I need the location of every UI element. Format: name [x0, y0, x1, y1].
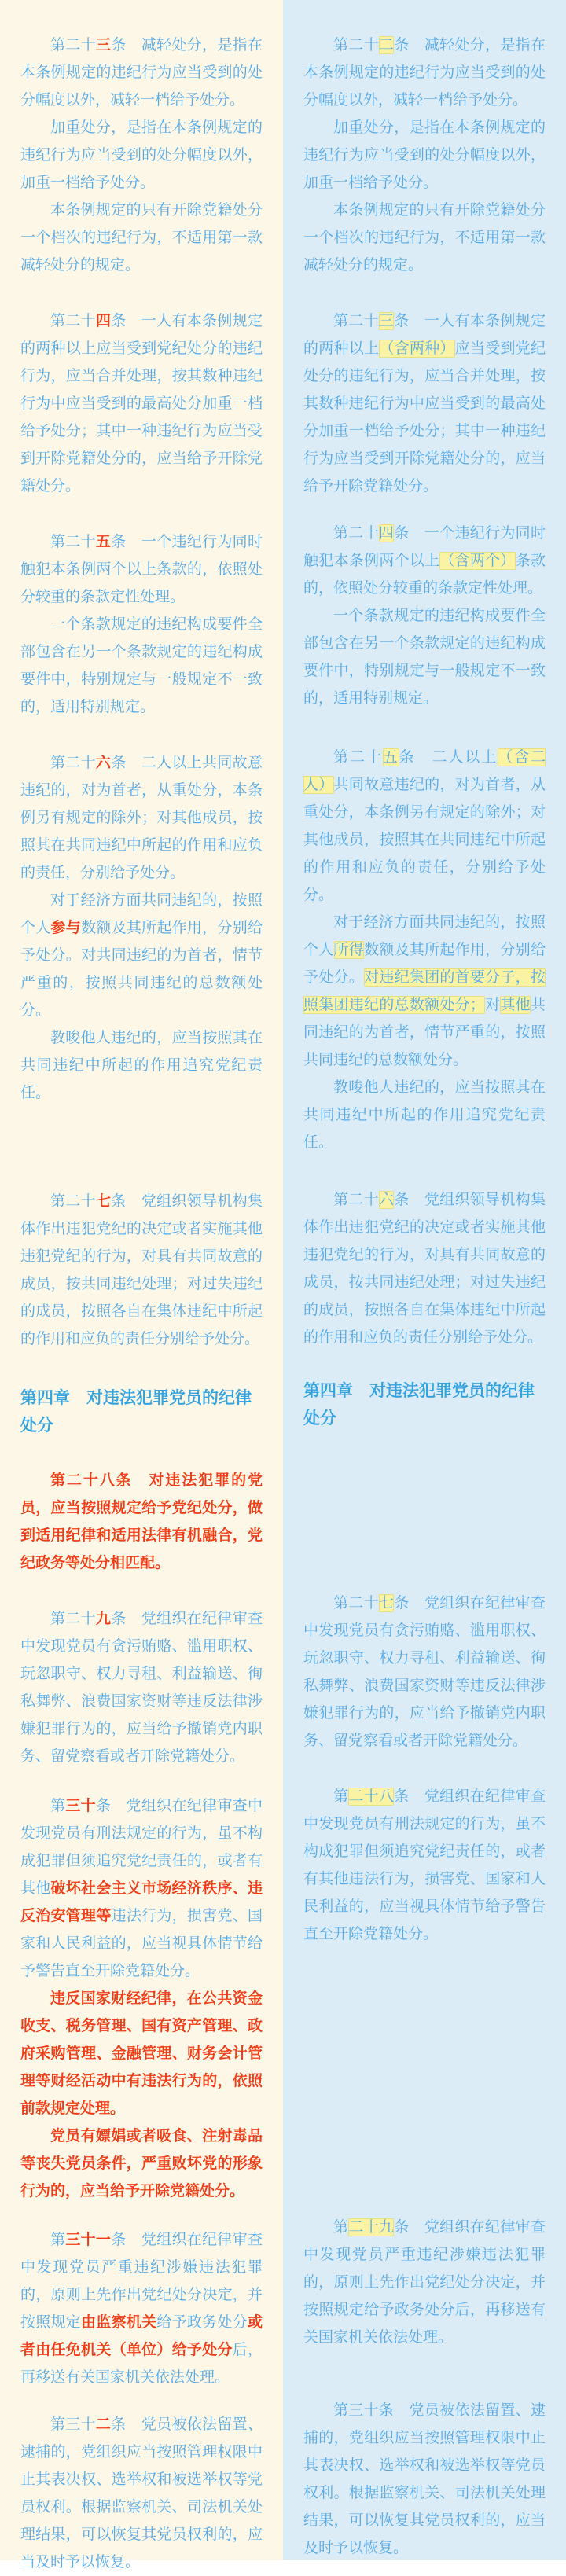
paragraph — [20, 1792, 263, 1985]
paragraph — [303, 197, 546, 279]
body-text: 条 党组织在纪律审查中发现党员有刑法规定的行为，虽不构成犯罪但须追究党纪责任的，或者有其他 — [20, 1798, 263, 1897]
revised-text-red: 三十一 — [65, 2232, 112, 2248]
revised-text-red: 或者由任免机关（单位）给予处分 — [20, 2314, 263, 2358]
paragraph — [303, 1074, 546, 1156]
article-block — [303, 31, 546, 279]
article-block — [303, 1186, 546, 1351]
highlighted-text: 三 — [378, 313, 395, 329]
body-text: 对于经济方面共同违纪的，按照个人 — [303, 914, 546, 958]
column-left-revised-text — [0, 0, 283, 2570]
article-block — [20, 1467, 263, 1577]
paragraph — [20, 197, 263, 279]
body-text: 条 一个违纪行为同时触犯本条例两个以上 — [303, 525, 546, 569]
body-text: 条 减轻处分，是指在本条例规定的违纪行为应当受到的处分幅度以外，减轻一档给予处分。 — [20, 37, 263, 108]
article-block — [20, 528, 263, 721]
body-text: 教唆他人违纪的，应当按照其在共同违纪中所起的作用追究党纪责任。 — [20, 1030, 263, 1101]
body-text: 第二十 — [333, 1595, 379, 1611]
highlighted-text: 其他 — [500, 997, 531, 1013]
revised-text-red: 三十 — [65, 1798, 96, 1814]
body-text: 条 二人以上共同故意违纪的，对为首者，从重处分，本条例另有规定的除外；对其他成员，按照其在共同违纪中所起的作用和应负的责任，分别给予处分。 — [20, 755, 263, 881]
revised-text-red: 二 — [95, 2416, 112, 2433]
body-text: 第二十 — [333, 1192, 379, 1208]
highlighted-text: 所得 — [333, 942, 365, 958]
highlighted-text: （含二人） — [303, 749, 546, 793]
highlighted-text: 四 — [378, 525, 395, 542]
paragraph — [303, 1186, 546, 1351]
body-text: 第二十 — [333, 749, 383, 766]
paragraph — [20, 307, 263, 500]
body-text: 条 党员被依法留置、逮捕的，党组织应当按照管理权限中止其表决权、选举权和被选举权等党员权利。根据监察机关、司法机关处理结果，可以恢复其党员权利的，应当及时予以恢复。 — [20, 2416, 263, 2570]
body-text: 第二十 — [333, 37, 379, 53]
paragraph — [20, 31, 263, 114]
body-text: 条 二人以上 — [399, 749, 498, 766]
article-block — [303, 2214, 546, 2351]
article-block — [20, 2411, 263, 2576]
body-text: 条 党组织领导机构集体作出违犯党纪的决定或者实施其他违犯党纪的行为，对具有共同故意的成员，按共同违纪处理；对过失违纪的成员，按照各自在集体违纪中所起的作用和应负的责任分别给予处分。 — [20, 1193, 263, 1347]
body-text: 数额及其所起作用，分别给予处分。 — [303, 942, 546, 986]
paragraph — [20, 2226, 263, 2391]
article-block — [20, 307, 263, 500]
article-block — [20, 749, 263, 1107]
revised-text-red: 第二十八条 对违法犯罪的党员，应当按照规定给予党纪处分，做到适用纪律和适用法律有机融合，党纪政务等处分相匹配。 — [20, 1472, 263, 1571]
body-text: 应当受到党纪处分的违纪行为，应当合并处理，按其数种违纪行为中应当受到的最高处分加重一档给予处分；其中一种违纪行为应当受到开除党籍处分的，应当给予开除党籍处分。 — [303, 340, 546, 494]
paragraph — [303, 114, 546, 197]
paragraph — [20, 1985, 263, 2122]
paragraph — [20, 2411, 263, 2576]
paragraph — [303, 1783, 546, 1948]
body-text: 第二十 — [333, 313, 379, 329]
revised-text-red: 三 — [95, 37, 112, 53]
highlighted-text: 对违纪集团的首要分子，按照集团违纪的总数额处分； — [303, 969, 546, 1013]
body-text: 第二十 — [50, 1193, 96, 1210]
paragraph — [20, 749, 263, 887]
paragraph — [303, 520, 546, 602]
highlighted-text: （含两种） — [379, 340, 455, 357]
article-block — [303, 1783, 546, 1948]
body-text: 一个条款规定的违纪构成要件全部包含在另一个条款规定的违纪构成要件中，特别规定与一般规定不一致的，适用特别规定。 — [303, 608, 546, 707]
highlighted-text: 二十八 — [348, 1788, 395, 1805]
highlighted-text: 七 — [378, 1595, 395, 1611]
revised-text-red: 党员有嫖娼或者吸食、注射毒品等丧失党员条件，严重败坏党的形象行为的，应当给予开除党籍处分。 — [20, 2128, 263, 2199]
body-text: 给予政务处分 — [156, 2314, 248, 2331]
revised-text-red: 参与 — [50, 920, 82, 936]
paragraph — [20, 1024, 263, 1107]
paragraph — [20, 887, 263, 1024]
body-text: 违法行为，损害党、国家和人民利益的，应当视具体情节给予警告直至开除党籍处分。 — [20, 1908, 263, 1979]
revised-text-red: 九 — [95, 1611, 112, 1627]
article-block — [303, 520, 546, 712]
body-text: 第二十 — [50, 37, 96, 53]
body-text: 共同故意违纪的，对为首者，从重处分，本条例另有规定的除外；对其他成员，按照其在共同违纪中所起的作用和应负的责任，分别给予处分。 — [303, 777, 546, 903]
article-block — [20, 1792, 263, 2205]
paragraph — [20, 1605, 263, 1770]
body-text: 后，再移送有关国家机关依法处理。 — [20, 2342, 263, 2386]
article-block — [20, 1188, 263, 1353]
body-text: 第三十条 党员被依法留置、逮捕的，党组织应当按照管理权限中止其表决权、选举权和被选举权等党员权利。根据监察机关、司法机关处理结果，可以恢复其党员权利的，应当及时予以恢复。 — [303, 2402, 546, 2556]
body-text: 第 — [333, 1788, 349, 1805]
body-text: 条 党组织在纪律审查中发现党员有刑法规定的行为，虽不构成犯罪但须追究党纪责任的，或者有其他违法行为，损害党、国家和人民利益的，应当视具体情节给予警告直至开除党籍处分。 — [303, 1788, 546, 1942]
body-text: 第二十 — [333, 525, 379, 542]
body-text: 条 一个违纪行为同时触犯本条例两个以上条款的，依照处分较重的条款定性处理。 — [20, 534, 263, 605]
body-text: 条 党组织领导机构集体作出违犯党纪的决定或者实施其他违犯党纪的行为，对具有共同故意的成员，按共同违纪处理；对过失违纪的成员，按照各自在集体违纪中所起的作用和应负的责任分别给予处分。 — [303, 1192, 546, 1346]
paragraph — [20, 1467, 263, 1577]
paragraph — [303, 1589, 546, 1755]
body-text: 条 一人有本条例规定的两种以上 — [303, 313, 546, 357]
revised-text-red: 破坏社会主义市场经济秩序、违反治安管理等 — [20, 1880, 263, 1924]
body-text: 第二十 — [50, 755, 96, 771]
body-text: 本条例规定的只有开除党籍处分一个档次的违纪行为，不适用第一款减轻处分的规定。 — [303, 202, 546, 274]
article-block — [303, 2397, 546, 2562]
body-text: 第二十 — [50, 313, 96, 329]
body-text: 一个条款规定的违纪构成要件全部包含在另一个条款规定的违纪构成要件中，特别规定与一般规定不一致的，适用特别规定。 — [20, 616, 263, 715]
paragraph — [303, 2397, 546, 2562]
body-text: 对于经济方面共同违纪的，按照个人 — [20, 892, 263, 936]
revised-text-red: 四 — [95, 313, 112, 329]
body-text: 条 一人有本条例规定的两种以上应当受到党纪处分的违纪行为，应当合并处理，按其数种违纪行为中应当受到的最高处分加重一档给予处分；其中一种违纪行为应当受到开除党籍处分的，应当给予开除党籍处分。 — [20, 313, 263, 494]
paragraph — [303, 2214, 546, 2351]
article-block — [20, 31, 263, 279]
paragraph — [303, 602, 546, 712]
body-text: 对 — [484, 997, 501, 1013]
chapter-heading: 第四章 对违法犯罪党员的纪律处分 — [20, 1389, 252, 1435]
body-text: 条 党组织在纪律审查中发现党员有贪污贿赂、滥用职权、玩忽职守、权力寻租、利益输送、徇私舞弊、浪费国家资财等违反法律涉嫌犯罪行为的，应当给予撤销党内职务、留党察看或者开除党籍处分。 — [303, 1595, 546, 1749]
paragraph — [303, 744, 546, 909]
body-text: 条 党组织在纪律审查中发现党员有贪污贿赂、滥用职权、玩忽职守、权力寻租、利益输送、徇私舞弊、浪费国家资财等违反法律涉嫌犯罪行为的，应当给予撤销党内职务、留党察看或者开除党籍处分。 — [20, 1611, 263, 1765]
body-text: 第二十 — [50, 1611, 96, 1627]
paragraph — [20, 528, 263, 611]
revised-text-red: 六 — [95, 755, 112, 771]
revised-text-red: 违反国家财经纪律，在公共资金收支、税务管理、国有资产管理、政府采购管理、金融管理、财务会计管理等财经活动中有违法行为的，依照前款规定处理。 — [20, 1990, 263, 2117]
paragraph — [20, 2122, 263, 2205]
body-text: 教唆他人违纪的，应当按照其在共同违纪中所起的作用追究党纪责任。 — [303, 1079, 546, 1151]
revised-text-red: 五 — [95, 534, 112, 550]
article-block — [303, 307, 546, 500]
paragraph — [303, 31, 546, 114]
highlighted-text: （含两个） — [439, 553, 516, 569]
highlighted-text: 二十九 — [348, 2219, 395, 2236]
body-text: 第 — [333, 2219, 349, 2236]
revised-text-red: 七 — [95, 1193, 112, 1210]
highlighted-text: 六 — [378, 1192, 395, 1208]
body-text: 加重处分，是指在本条例规定的违纪行为应当受到的处分幅度以外，加重一档给予处分。 — [303, 119, 546, 191]
body-text: 条款的，依照处分较重的条款定性处理。 — [303, 553, 546, 597]
body-text: 本条例规定的只有开除党籍处分一个档次的违纪行为，不适用第一款减轻处分的规定。 — [20, 202, 263, 274]
paragraph — [20, 114, 263, 197]
body-text: 条 党组织在纪律审查中发现党员严重违纪涉嫌违法犯罪的，原则上先作出党纪处分决定，并按照规定 — [20, 2232, 263, 2331]
article-block — [303, 1589, 546, 1755]
body-text: 第 — [50, 2232, 66, 2248]
body-text: 第三十 — [50, 2416, 96, 2433]
highlighted-text: 五 — [382, 749, 399, 766]
body-text: 共同违纪的为首者，情节严重的，按照共同违纪的总数额处分。 — [303, 997, 546, 1068]
body-text: 条 减轻处分，是指在本条例规定的违纪行为应当受到的处分幅度以外，减轻一档给予处分。 — [303, 37, 546, 108]
article-block — [20, 2226, 263, 2391]
chapter-heading: 第四章 对违法犯罪党员的纪律处分 — [303, 1382, 535, 1428]
body-text: 第 — [50, 1798, 66, 1814]
article-block — [20, 1605, 263, 1770]
body-text: 加重处分，是指在本条例规定的违纪行为应当受到的处分幅度以外，加重一档给予处分。 — [20, 119, 263, 191]
column-right-original-text — [283, 0, 566, 2560]
paragraph — [20, 1188, 263, 1353]
body-text: 数额及其所起作用，分别给予处分。对共同违纪的为首者，情节严重的，按照共同违纪的总数额处分。 — [20, 920, 263, 1019]
highlighted-text: 二 — [378, 37, 395, 53]
body-text: 第二十 — [50, 534, 96, 550]
revised-text-red: 由监察机关 — [81, 2314, 157, 2331]
paragraph — [303, 307, 546, 500]
paragraph — [20, 611, 263, 721]
article-block — [303, 744, 546, 1156]
paragraph — [303, 909, 546, 1074]
body-text: 条 党组织在纪律审查中发现党员严重违纪涉嫌违法犯罪的，原则上先作出党纪处分决定，并按照规定给予政务处分后，再移送有关国家机关依法处理。 — [303, 2219, 546, 2346]
